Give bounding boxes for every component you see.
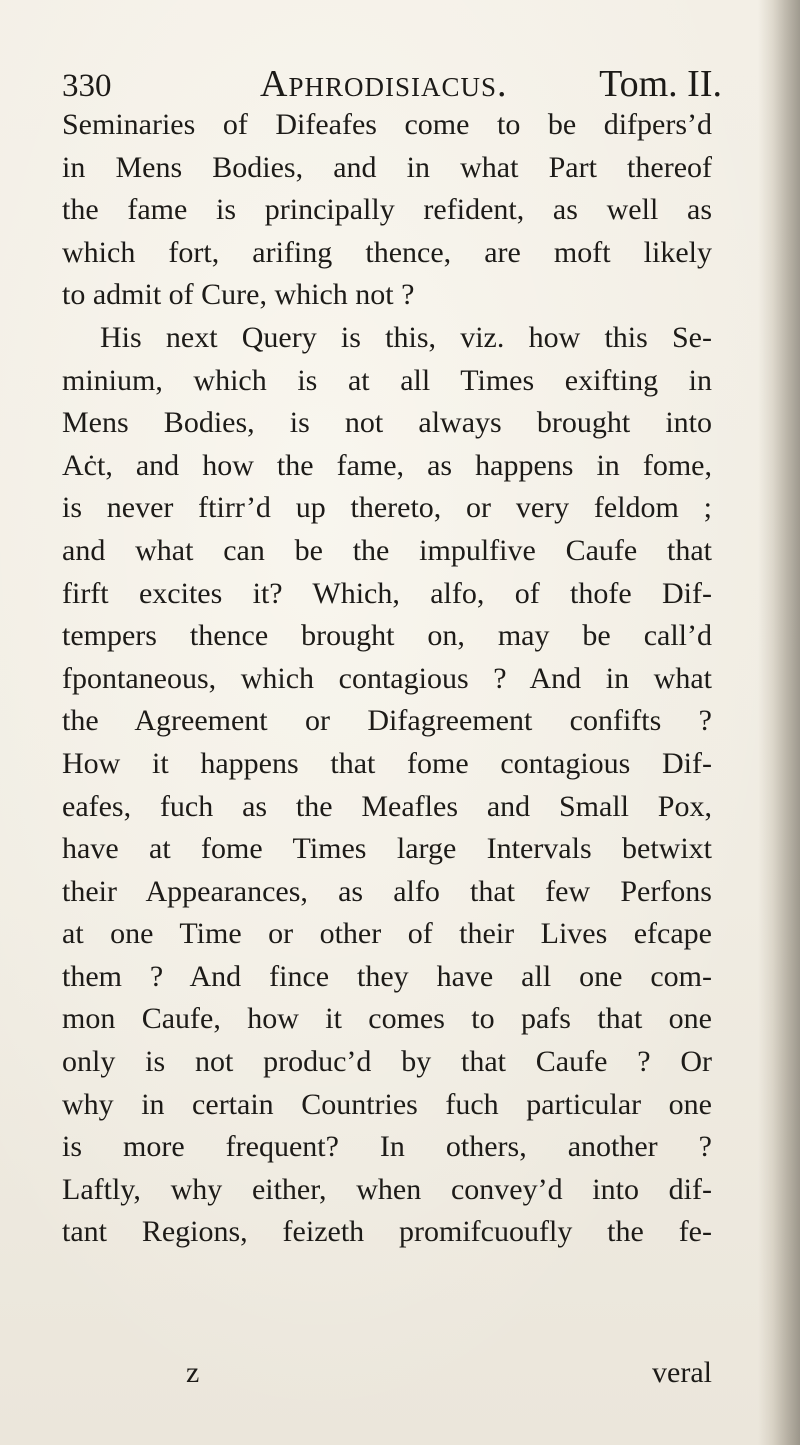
- text-line: mon Caufe, how it comes to pafs that one: [62, 1002, 712, 1036]
- text-line: How it happens that fome contagious Dif-: [62, 746, 712, 780]
- text-line: His next Query is this, viz. how this Se-: [100, 320, 712, 354]
- text-line: eafes, fuch as the Meafles and Small Pox,: [62, 789, 712, 823]
- text-line: have at fome Times large Intervals betwixt: [62, 832, 712, 866]
- text-line: Seminaries of Difeafes come to be difpers’d: [62, 108, 712, 141]
- text-line: why in certain Countries fuch particular one: [62, 1087, 712, 1121]
- binding-shadow: [758, 0, 800, 1445]
- text-line: tant Regions, feizeth promifcuoufly the fe-: [62, 1215, 712, 1249]
- signature-mark: z: [186, 1356, 200, 1389]
- text-line: the fame is principally refident, as well as: [62, 193, 712, 227]
- tome-label: Tom. II.: [599, 63, 722, 105]
- text-line: fpontaneous, which contagious ? And in what: [62, 661, 712, 695]
- running-title: Aphrodisiacus.: [260, 63, 508, 105]
- text-line: and what can be the impulfive Caufe that: [62, 533, 712, 567]
- text-line: in Mens Bodies, and in what Part thereof: [62, 150, 712, 184]
- page-number: 330: [62, 68, 112, 104]
- text-line: the Agreement or Difagreement confifts ?: [62, 704, 712, 738]
- text-line: Mens Bodies, is not always brought into: [62, 406, 712, 440]
- text-line: to admit of Cure, which not ?: [62, 278, 415, 312]
- text-line: Aċt, and how the fame, as happens in fome,: [62, 448, 712, 482]
- text-line: their Appearances, as alfo that few Perfons: [62, 874, 712, 908]
- text-line: tempers thence brought on, may be call’d: [62, 619, 712, 653]
- text-line: only is not produc’d by that Caufe ? Or: [62, 1045, 712, 1079]
- page-footer: [62, 1356, 712, 1396]
- body-text: [62, 104, 712, 1254]
- text-line: minium, which is at all Times exifting in: [62, 363, 712, 397]
- text-line: them ? And fince they have all one com-: [62, 959, 712, 993]
- text-line: is more frequent? In others, another ?: [62, 1130, 712, 1164]
- text-line: is never ftirr’d up thereto, or very feldom ;: [62, 491, 712, 525]
- text-line: at one Time or other of their Lives efcape: [62, 917, 712, 951]
- text-line: Laftly, why either, when convey’d into dif-: [62, 1172, 712, 1206]
- text-line: which fort, arifing thence, are moft likely: [62, 235, 712, 269]
- text-line: firft excites it? Which, alfo, of thofe Dif-: [62, 576, 712, 610]
- catchword: veral: [652, 1356, 712, 1389]
